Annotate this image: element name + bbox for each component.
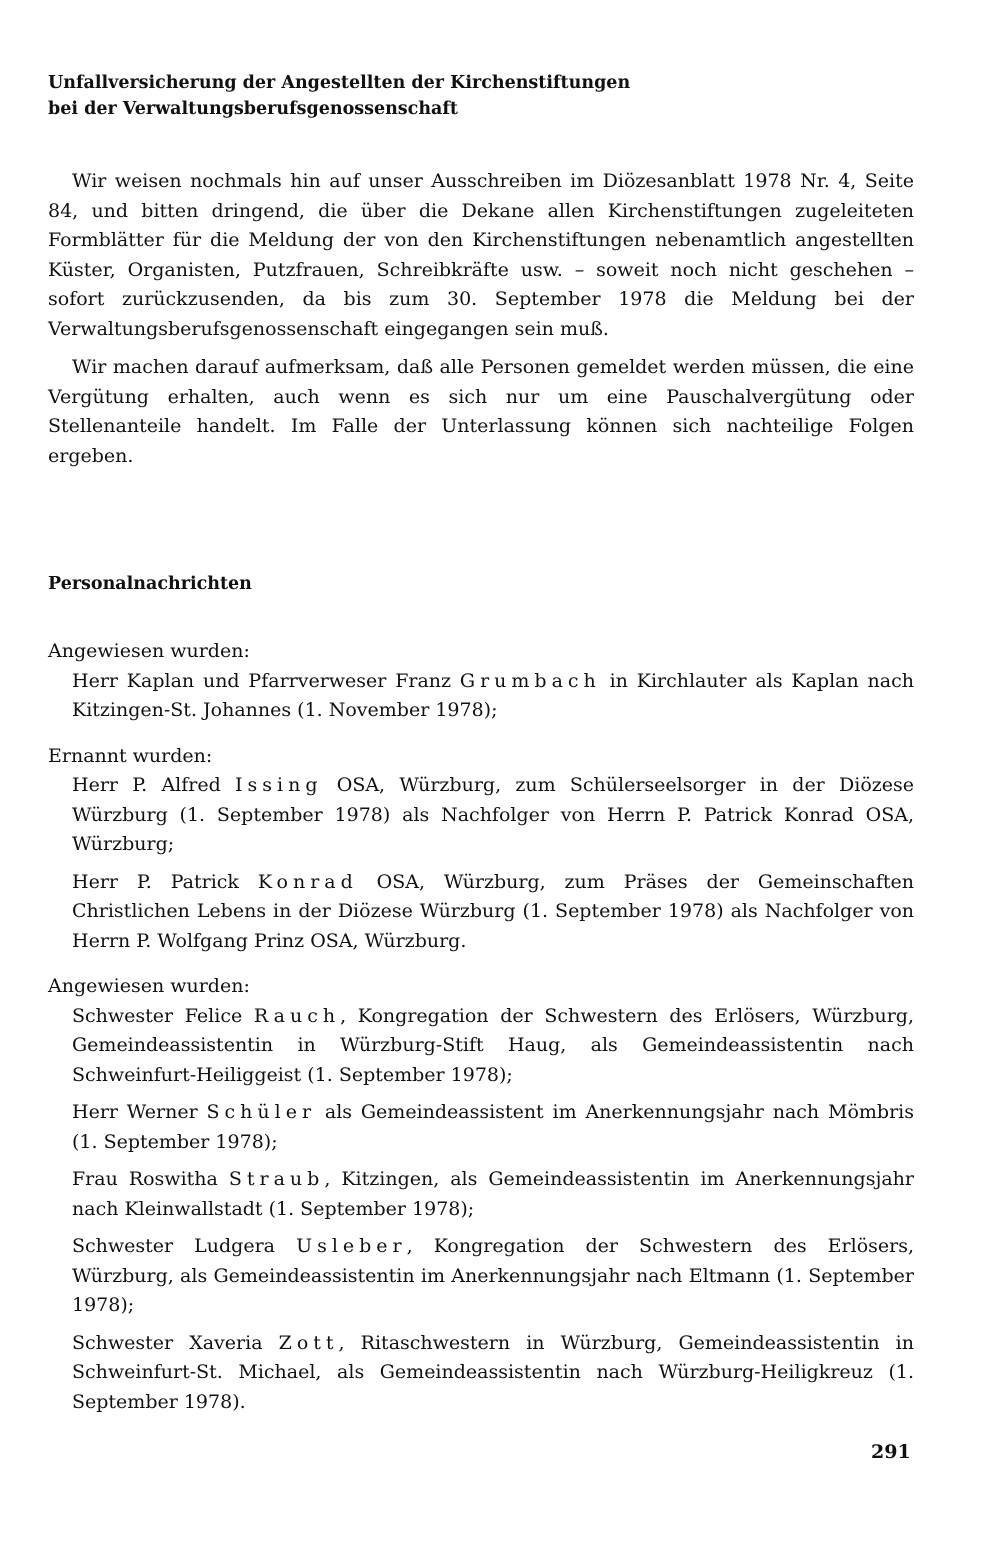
- document-page: [48, 70, 914, 1425]
- group-appointed: [48, 742, 914, 957]
- group-label: Angewiesen wurden:: [48, 975, 250, 997]
- person-name: Usleber: [296, 1235, 407, 1257]
- section1-heading-line1: Unfallversicherung der Angestellten der Kirchenstiftungen: [48, 73, 631, 93]
- section2-heading: Personalnachrichten: [48, 574, 252, 594]
- section1-body: [48, 167, 914, 471]
- person-name: Rauch: [253, 1004, 341, 1027]
- section1-paragraph-1: Wir weisen nochmals hin auf unser Ausschreiben im Diözesanblatt 1978 Nr. 4, Seite 84, und bitten dringend, die über die Dekane allen Kirchenstiftungen zugeleiteten Formblätter für die Meldung der von den Kirchenstiftungen nebenamtlich angestellten Küster, Organisten, Putzfrauen, Schreibkräfte usw. – soweit noch nicht geschehen – sofort zurückzusenden, da bis zum 30. September 1978 die Meldung bei der Verwaltungsberufsgenossenschaft eingegangen sein muß.: [48, 170, 914, 340]
- personnel-entry: Herr P. Alfred Issing OSA, Würzburg, zum Schülerseelsorger in der Diözese Würzburg (1. September 1978) als Nachfolger von Herrn P. Patrick Konrad OSA, Würzburg;: [72, 774, 915, 855]
- section1-paragraph-2: Wir machen darauf aufmerksam, daß alle Personen gemeldet werden müssen, die eine Vergütung erhalten, auch wenn es sich nur um eine Pauschalvergütung oder Stellenanteile handelt. Im Falle der Unterlassung können sich nachteilige Folgen ergeben.: [48, 356, 914, 467]
- personnel-entry: Herr Werner Schüler als Gemeindeassistent im Anerkennungsjahr nach Mömbris (1. September 1978);: [72, 1101, 914, 1153]
- person-name: Schüler: [206, 1101, 317, 1123]
- personnel-entry: Schwester Xaveria Zott, Ritaschwestern in Würzburg, Gemeindeassistentin in Schweinfurt-St. Michael, als Gemeindeassistentin nach Würzburg-Heiligkreuz (1. September 1978).: [72, 1331, 914, 1413]
- person-name: Konrad: [257, 870, 358, 893]
- person-name: Grumbach: [459, 669, 601, 692]
- group-label: Angewiesen wurden:: [48, 640, 250, 662]
- personnel-entry: Herr P. Patrick Konrad OSA, Würzburg, zum Präses der Gemeinschaften Christlichen Lebens in der Diözese Würzburg (1. September 1978) als Nachfolger von Herrn P. Wolfgang Prinz OSA, Würzburg.: [72, 870, 915, 952]
- group-assigned-2: [48, 972, 914, 1417]
- page-number: 291: [871, 1441, 911, 1463]
- person-name: Straub: [228, 1168, 325, 1190]
- personnel-entry: Herr Kaplan und Pfarrverweser Franz Grumbach in Kirchlauter als Kaplan nach Kitzingen-St. Johannes (1. November 1978);: [72, 669, 914, 721]
- person-name: Issing: [235, 774, 323, 796]
- person-name: Zott: [278, 1331, 339, 1354]
- personnel-entry: Schwester Ludgera Usleber, Kongregation der Schwestern des Erlösers, Würzburg, als Gemeindeassistentin im Anerkennungsjahr nach Eltmann (1. September 1978);: [72, 1235, 915, 1316]
- personnel-entry: Schwester Felice Rauch, Kongregation der Schwestern des Erlösers, Würzburg, Gemeindeassistentin in Würzburg-Stift Haug, als Gemeindeassistentin nach Schweinfurt-Heiliggeist (1. September 1978);: [72, 1004, 914, 1086]
- group-assigned-1: [48, 637, 914, 726]
- group-label: Ernannt wurden:: [48, 744, 213, 767]
- personnel-entry: Frau Roswitha Straub, Kitzingen, als Gemeindeassistentin im Anerkennungsjahr nach Kleinwallstadt (1. September 1978);: [72, 1168, 914, 1220]
- section1-heading-line2: bei der Verwaltungsberufsgenossenschaft: [48, 99, 458, 119]
